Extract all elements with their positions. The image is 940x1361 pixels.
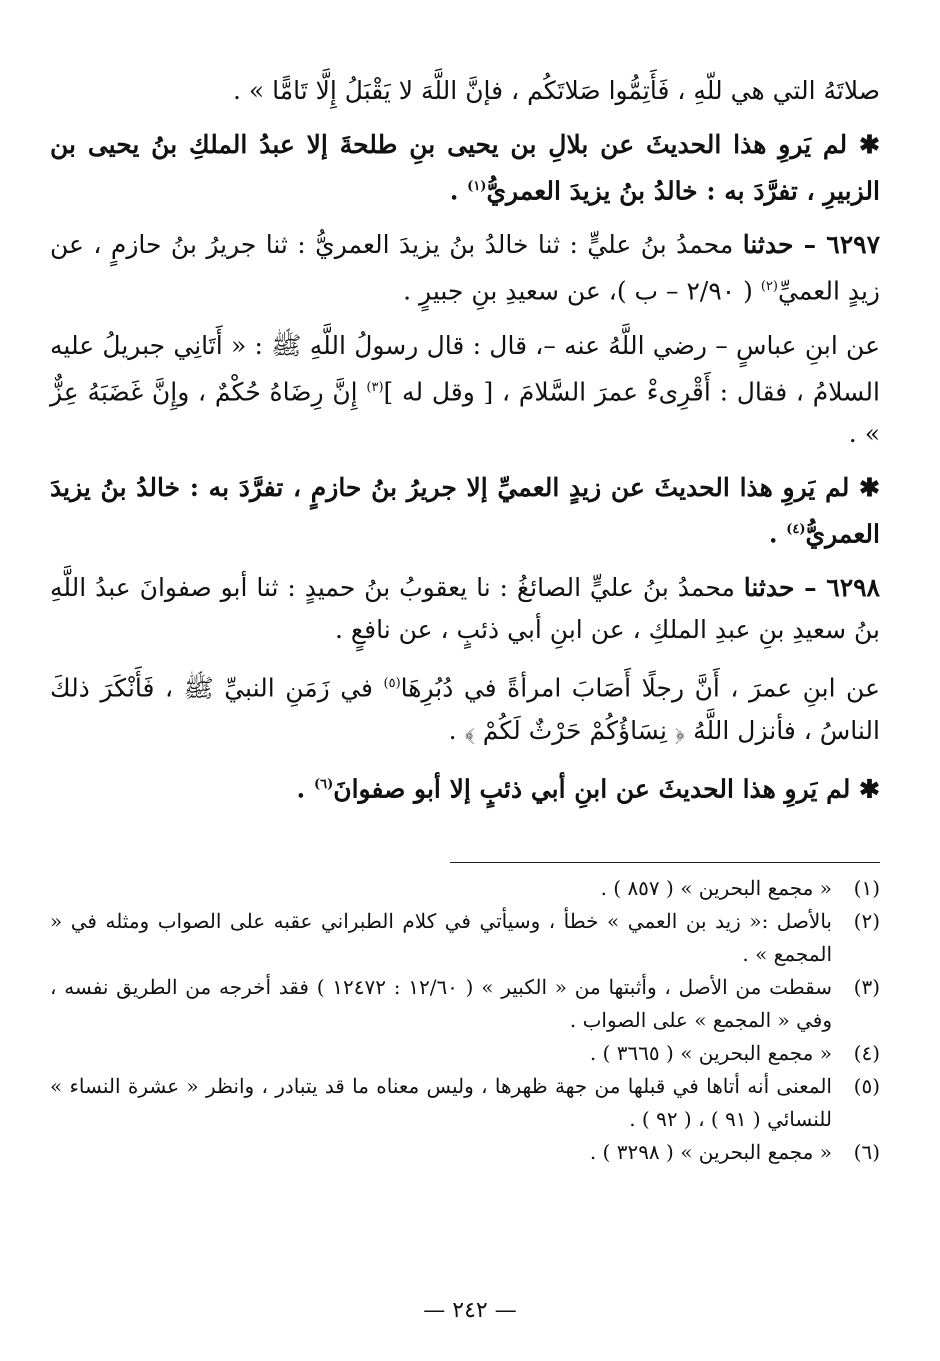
commentary-1-end: . xyxy=(449,176,468,206)
hadith-6298-chain xyxy=(50,567,880,651)
main-text xyxy=(50,70,880,822)
star-icon: ✱ xyxy=(859,773,880,803)
paragraph-1-text: صلاتَهُ التي هي للّهِ ، فَأَتِمُّوا صَلاتَكُم ، فإنَّ اللَّهَ لا يَقْبَلُ إِلَّا تَامًّا » . xyxy=(232,76,880,105)
footnote-ref-2[interactable]: (٢) xyxy=(760,279,778,295)
commentary-2-text: لم يَروِ هذا الحديثَ عن زيدٍ العميِّ إلا جريرُ بنُ حازمٍ ، تفرَّدَ به : خالدُ بنُ يزيدَ العمريُّ xyxy=(50,472,880,549)
footnote-ref-5[interactable]: (٥) xyxy=(383,676,401,692)
footnote-ref-3[interactable]: (٣) xyxy=(366,379,384,395)
commentary-3 xyxy=(50,764,880,810)
commentary-1-text: لم يَروِ هذا الحديثَ عن بلالِ بن يحيى بنِ طلحةَ إلا عبدُ الملكِ بنُ يحيى بن الزبيرِ ، تفرَّدَ به : خالدُ بنُ يزيدَ العمريُّ xyxy=(50,130,880,206)
footnote-text: « مجمع البحرين » ( ٣٢٩٨ ) . xyxy=(589,1140,832,1164)
footnote-text: « مجمع البحرين » ( ٨٥٧ ) . xyxy=(600,876,832,900)
footnote-6 xyxy=(50,1136,880,1169)
footnote-number: (٢) xyxy=(853,909,880,933)
footnote-2 xyxy=(50,905,880,971)
commentary-3-end: . xyxy=(296,773,314,803)
hadith-6298-isnad: محمدُ بنُ عليٍّ الصائغُ : نا يعقوبُ بنُ حميدٍ : ثنا أبو صفوانَ عبدُ اللَّهِ بنُ سعيدِ بنِ عبدِ الملكِ ، عن ابنِ أبي ذئبٍ ، عن نافعٍ . xyxy=(50,573,880,645)
hadith-6297-matn-part1: عن ابنِ عباسٍ – رضي اللَّهُ عنه –، قال : قال رسولُ اللَّهِ ﷺ : « أَتَانِي جبريلُ عليه السلامُ ، فقال : أَقْرِىءْ عمرَ السَّلامَ ، [ وقل له ] xyxy=(50,330,880,406)
star-icon: ✱ xyxy=(859,472,880,502)
footnote-ref-1[interactable]: (١) xyxy=(467,179,487,194)
footnote-text: « مجمع البحرين » ( ٣٦٦٥ ) . xyxy=(589,1041,832,1065)
page-number: — ٢٤٢ — xyxy=(423,1298,517,1323)
footnote-3 xyxy=(50,971,880,1037)
footnote-number: (٤) xyxy=(853,1041,880,1065)
star-icon: ✱ xyxy=(859,130,880,159)
footnote-number: (٦) xyxy=(853,1140,880,1164)
footnote-4 xyxy=(50,1037,880,1070)
footnote-number: (٥) xyxy=(853,1074,880,1098)
commentary-2-end: . xyxy=(768,519,787,549)
hadith-6297-matn-part2: إِنَّ رِضَاهُ حُكْمٌ ، وإِنَّ غَضَبَهُ عِزٌّ » . xyxy=(50,376,880,448)
hadith-6297-chain xyxy=(50,224,880,312)
hadith-6298-number: ٦٢٩٨ – حدثنا xyxy=(743,573,880,603)
footnote-text: سقطت من الأصل ، وأثبتها من « الكبير » ( ١٢/٦٠ : ١٢٤٧٢ ) فقد أخرجه من الطريق نفسه ، وفي « المجمع » على الصواب . xyxy=(50,975,833,1032)
hadith-6298-matn-part1: عن ابنِ عمرَ ، أَنَّ رجلًا أَصَابَ امرأةً في دُبُرِهَا xyxy=(400,673,880,703)
footnote-number: (١) xyxy=(853,876,880,900)
footnote-text: بالأصل :« زيد بن العمي » خطأ ، وسيأتي في كلام الطبراني عقبه على الصواب ومثله في « المجمع » . xyxy=(50,909,832,966)
footnote-ref-4[interactable]: (٤) xyxy=(786,521,806,537)
hadith-6298-matn-part2: في زَمَنِ النبيِّ ﷺ ، فَأَنْكَرَ ذلكَ الناسُ ، فأنزل اللَّهُ ﴿ نِسَاؤُكُمْ حَرْثٌ لَكُمْ ﴾ . xyxy=(50,673,880,745)
hadith-6297-isnad-end: ( ٢/٩٠ – ب )، عن سعيدِ بنِ جبيرٍ . xyxy=(403,276,753,306)
footnote-divider xyxy=(450,862,880,863)
hadith-6297-isnad: محمدُ بنُ عليٍّ : ثنا خالدُ بنُ يزيدَ العمريُّ : ثنا جريرُ بنُ حازمٍ ، عن زيدٍ العميِّ xyxy=(50,230,880,306)
footnote-5 xyxy=(50,1070,880,1136)
footnote-number: (٣) xyxy=(853,975,880,999)
hadith-6297-matn xyxy=(50,325,880,455)
footnote-text: المعنى أنه أتاها في قبلها من جهة ظهرها ، وليس معناه ما قد يتبادر ، وانظر « عشرة النساء » للنسائي ( ٩١ ) ، ( ٩٢ ) . xyxy=(50,1074,832,1131)
footnote-1 xyxy=(50,872,880,905)
paragraph-1 xyxy=(50,70,880,112)
commentary-1 xyxy=(50,124,880,212)
commentary-2 xyxy=(50,467,880,555)
commentary-3-text: لم يَروِ هذا الحديثَ عن ابنِ أبي ذئبٍ إلا أبو صفوانَ xyxy=(333,773,851,803)
hadith-6298-matn xyxy=(50,663,880,751)
hadith-6297-number: ٦٢٩٧ – حدثنا xyxy=(742,230,881,260)
footnote-ref-6[interactable]: (٦) xyxy=(313,776,334,792)
footnotes xyxy=(50,872,880,1169)
